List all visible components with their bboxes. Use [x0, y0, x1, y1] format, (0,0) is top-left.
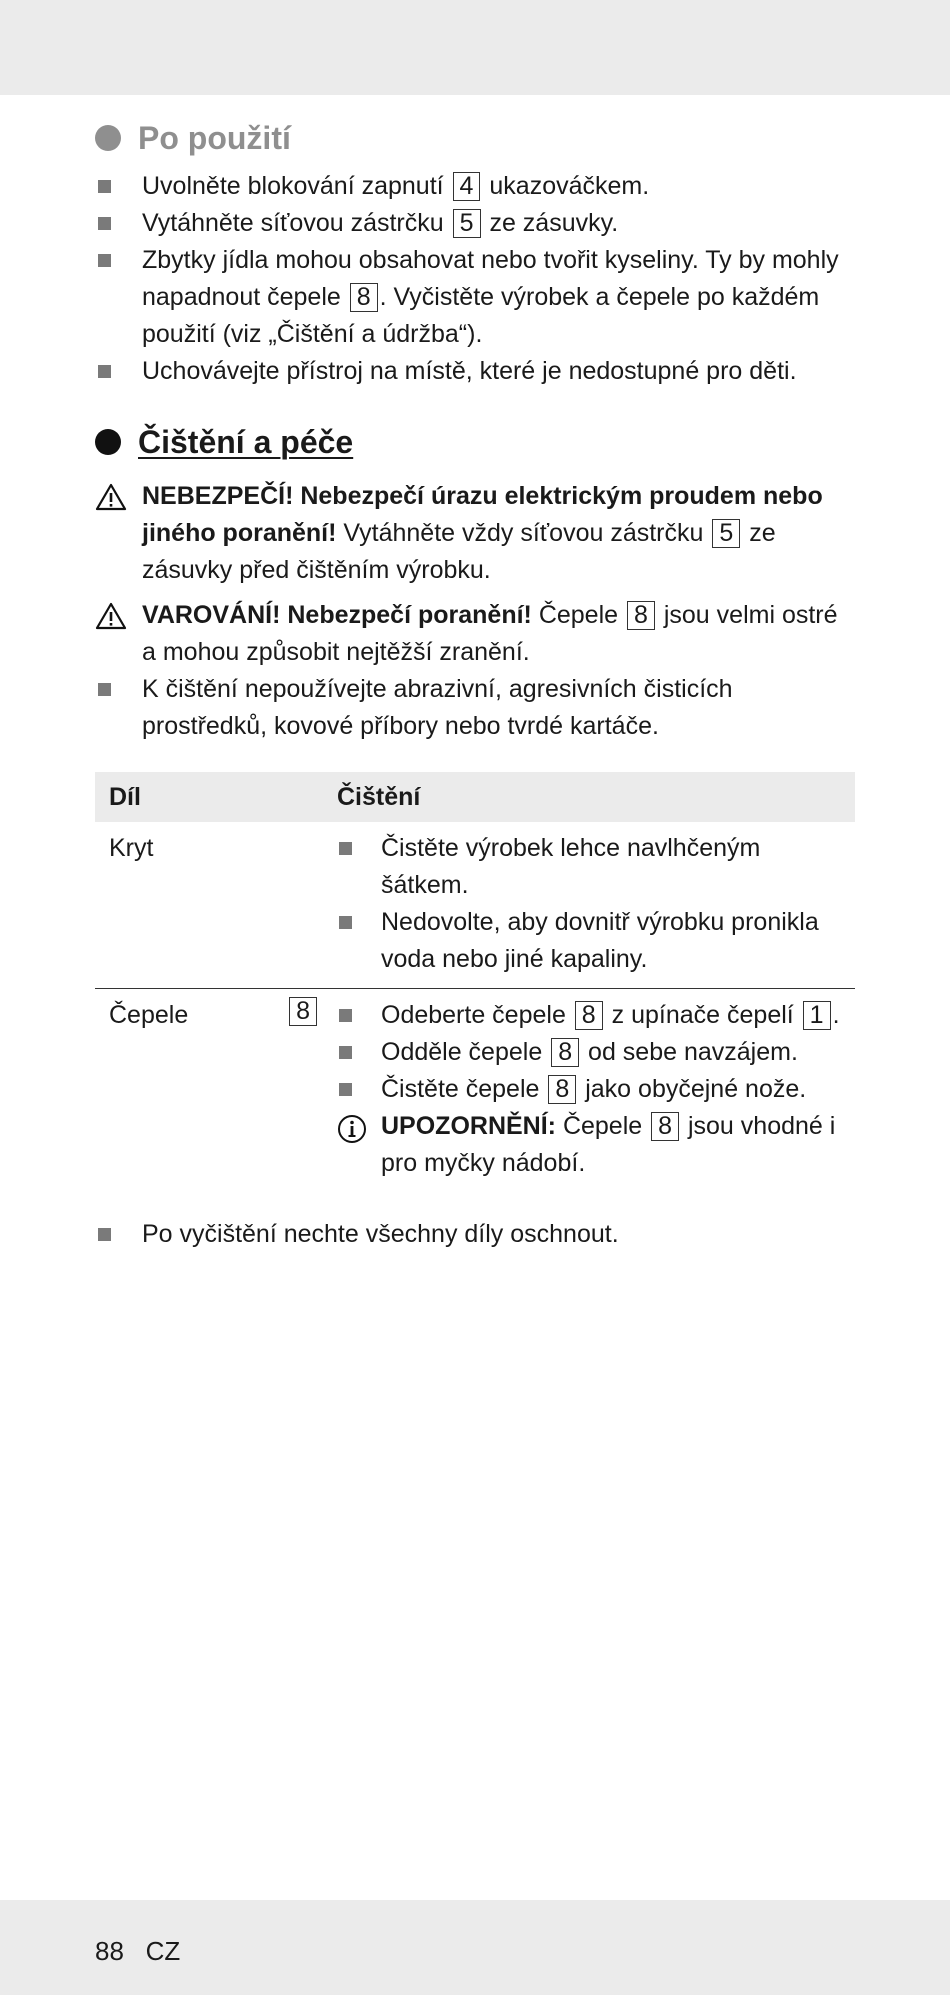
page-content — [95, 95, 855, 1253]
language-code: CZ — [145, 1936, 181, 1966]
notice-text: ze zásuvky před čištěním výrobku. — [142, 519, 776, 584]
item-text: K čištění nepoužívejte abrazivní, agresivních čisticích prostředků, kovové příbory nebo tvrdé kartáče. — [142, 675, 733, 740]
part-reference: 1 — [803, 1001, 831, 1030]
list-item — [337, 904, 841, 978]
part-reference: 8 — [350, 283, 378, 312]
cleaning-table — [95, 772, 855, 1192]
square-bullet-icon — [98, 217, 111, 230]
table-row — [95, 989, 855, 1193]
square-bullet-icon — [339, 1046, 352, 1059]
section-heading-after-use — [95, 114, 855, 162]
info-icon — [337, 1114, 367, 1144]
item-text: . — [832, 1001, 840, 1029]
item-text: Zbytky jídla mohou obsahovat nebo tvořit kyseliny. Ty by mohly napadnout čepele — [142, 246, 839, 311]
part-name: Čepele — [109, 1001, 189, 1029]
item-text: Uchovávejte přístroj na místě, které je nedostupné pro děti. — [142, 357, 797, 385]
table-header-row — [95, 772, 855, 822]
item-text: . Vyčistěte výrobek a čepele po každém použití (viz „Čištění a údržba“). — [142, 283, 820, 348]
part-reference: 5 — [712, 519, 740, 548]
part-reference: 5 — [453, 209, 481, 238]
bullet-dot-icon — [95, 125, 121, 151]
top-band — [0, 0, 950, 95]
danger-label: NEBEZPEČÍ! Nebezpečí úrazu elektrickým proudem nebo jiného poranění! — [142, 482, 823, 547]
notice-item — [337, 1108, 841, 1182]
notice-text: Čepele — [556, 1112, 650, 1140]
item-text: od sebe navzájem. — [581, 1038, 798, 1066]
item-text: Čistěte výrobek lehce navlhčeným šátkem. — [381, 834, 761, 899]
part-reference: 8 — [548, 1075, 576, 1104]
part-reference: 8 — [627, 601, 655, 630]
list-item — [95, 242, 855, 353]
item-text: z upínače čepelí — [604, 1001, 801, 1029]
item-text: Vytáhněte síťovou zástrčku — [142, 209, 451, 237]
list-item — [337, 1034, 841, 1071]
cleaning-cell — [323, 989, 855, 1193]
notice-text: Čepele — [531, 601, 625, 629]
notice-text: Vytáhněte vždy síťovou zástrčku — [336, 519, 711, 547]
page-footer — [0, 1900, 950, 1995]
square-bullet-icon — [98, 683, 111, 696]
list-item — [337, 997, 841, 1034]
item-text: Čistěte čepele — [381, 1075, 547, 1103]
item-text: Odeberte čepele — [381, 1001, 573, 1029]
square-bullet-icon — [339, 916, 352, 929]
part-cell: Kryt — [95, 822, 323, 989]
list-item — [95, 671, 855, 745]
notice-text: jsou velmi ostré a mohou způsobit nejtěžší zranění. — [142, 601, 838, 666]
square-bullet-icon — [98, 180, 111, 193]
bullet-dot-icon — [95, 429, 121, 455]
square-bullet-icon — [339, 1009, 352, 1022]
item-text: ukazováčkem. — [482, 172, 650, 200]
table-row — [95, 822, 855, 989]
section-title: Čištění a péče — [138, 423, 354, 460]
square-bullet-icon — [339, 1083, 352, 1096]
square-bullet-icon — [98, 365, 111, 378]
list-item — [95, 205, 855, 242]
column-header-cleaning: Čištění — [323, 772, 855, 822]
cleaning-cell — [323, 822, 855, 989]
column-header-part: Díl — [95, 772, 323, 822]
warning-triangle-icon — [95, 602, 127, 630]
item-text: jako obyčejné nože. — [578, 1075, 807, 1103]
notice-label: UPOZORNĚNÍ: — [381, 1112, 556, 1140]
section-title: Po použití — [138, 119, 291, 156]
item-text: Uvolněte blokování zapnutí — [142, 172, 451, 200]
square-bullet-icon — [339, 842, 352, 855]
list-item — [337, 830, 841, 904]
item-text: Odděle čepele — [381, 1038, 550, 1066]
part-reference: 8 — [289, 997, 317, 1026]
notice-text: jsou vhodné i pro myčky nádobí. — [381, 1112, 836, 1177]
section-heading-cleaning — [95, 418, 855, 466]
square-bullet-icon — [98, 254, 111, 267]
part-reference: 8 — [551, 1038, 579, 1067]
list-item — [95, 353, 855, 390]
item-text: Po vyčištění nechte všechny díly oschnout. — [142, 1220, 619, 1248]
list-item — [337, 1071, 841, 1108]
part-reference: 8 — [575, 1001, 603, 1030]
part-cell — [95, 989, 323, 1193]
warning-notice — [95, 597, 855, 671]
warning-triangle-icon — [95, 483, 127, 511]
part-reference: 4 — [453, 172, 481, 201]
page-label — [95, 1936, 180, 1967]
item-text: Nedovolte, aby dovnitř výrobku pronikla voda nebo jiné kapaliny. — [381, 908, 819, 973]
part-reference: 8 — [651, 1112, 679, 1141]
list-item — [95, 1216, 855, 1253]
page-number: 88 — [95, 1936, 124, 1966]
square-bullet-icon — [98, 1228, 111, 1241]
item-text: ze zásuvky. — [482, 209, 619, 237]
list-item — [95, 168, 855, 205]
danger-notice — [95, 478, 855, 589]
warning-label: VAROVÁNÍ! Nebezpečí poranění! — [142, 601, 532, 629]
